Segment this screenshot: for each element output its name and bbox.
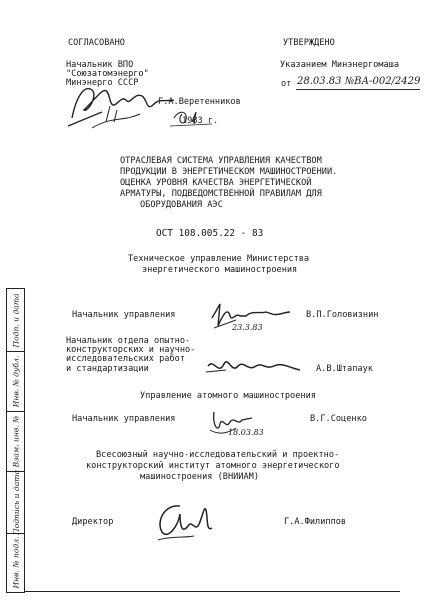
org1-line2: энергетического машиностроения: [142, 265, 298, 275]
org3-line3: машиностроения (ВНИИАМ): [140, 472, 259, 482]
org3-line1: Всесоюзный научно-исследовательский и проектно-: [96, 450, 340, 460]
approval-left-line2: "Союзатомэнерго": [66, 69, 149, 79]
sign2-name: А.В.Штапаук: [316, 364, 373, 374]
sign1-role: Начальник управления: [72, 310, 176, 320]
margin-stamp-table: [6, 288, 25, 593]
margin-cell-inv-dubl: Инв. № дубл.: [11, 355, 21, 407]
approval-left-year: 1983 г.: [182, 116, 219, 126]
approval-right-prefix: от: [281, 79, 292, 89]
sign3-date: 18.03.83: [228, 428, 264, 437]
approval-right-heading: УТВЕРЖДЕНО: [283, 38, 335, 48]
approval-right-line1: Указанием Минэнергомаша: [280, 60, 399, 70]
signature-goloviznin: [206, 298, 296, 338]
sign3-role: Начальник управления: [72, 414, 176, 424]
margin-cell-vzam-inv: Взам. инв. №: [11, 415, 21, 467]
title-line1: ОТРАСЛЕВАЯ СИСТЕМА УПРАВЛЕНИЯ КАЧЕСТВОМ: [120, 156, 322, 166]
title-line4: АРМАТУРЫ, ПОДВЕДОМСТВЕННОЙ ПРАВИЛАМ ДЛЯ: [120, 189, 322, 199]
org2-line1: Управление атомного машиностроения: [140, 391, 316, 401]
approval-right-underline: [296, 89, 420, 90]
title-line5: ОБОРУДОВАНИЯ АЭС: [140, 200, 223, 210]
title-line3: ОЦЕНКА УРОВНЯ КАЧЕСТВА ЭНЕРГЕТИЧЕСКОЙ: [120, 178, 312, 188]
sign4-role: Директор: [72, 517, 114, 527]
org1-line1: Техническое управление Министерства: [128, 254, 310, 264]
approval-left-heading: СОГЛАСОВАНО: [68, 38, 125, 48]
sign4-name: Г.А.Филиппов: [284, 517, 347, 527]
sign1-date: 23.3.83: [232, 323, 263, 332]
margin-cell-podp-data: Подп. и дата: [11, 292, 21, 348]
sign1-name: В.П.Головизнин: [306, 310, 379, 320]
sign2-role-line3: исследовательских работ: [66, 354, 185, 364]
margin-cell-inv-podl: Инв. № подл.: [11, 536, 21, 588]
margin-cell-podpis-data: Подпись и дата: [11, 469, 21, 535]
sign3-name: В.Г.Соценко: [310, 414, 367, 424]
approval-right-date-number: 28.03.83 №ВА-002/2429: [297, 76, 421, 87]
sign2-role-line4: и стандартизации: [66, 364, 149, 374]
sign2-role-line1: Начальник отдела опытно-: [66, 336, 191, 346]
sign2-role-line2: конструкторских и научно-: [66, 345, 196, 355]
approval-left-line1: Начальник ВПО: [66, 60, 134, 70]
title-line2: ПРОДУКЦИИ В ЭНЕРГЕТИЧЕСКОМ МАШИНОСТРОЕНИИ.: [120, 167, 338, 177]
signature-veretennikov: [62, 70, 212, 130]
signature-shtapauk: [204, 352, 304, 382]
signature-filippov: [150, 496, 220, 546]
org3-line2: конструкторский институт атомного энергетического: [86, 461, 340, 471]
approval-left-signer: Г.А.Веретенников: [158, 97, 241, 107]
approval-left-line3: Минэнерго СССР: [66, 78, 139, 88]
ost-designation: ОСТ 108.005.22 - 83: [156, 228, 264, 239]
